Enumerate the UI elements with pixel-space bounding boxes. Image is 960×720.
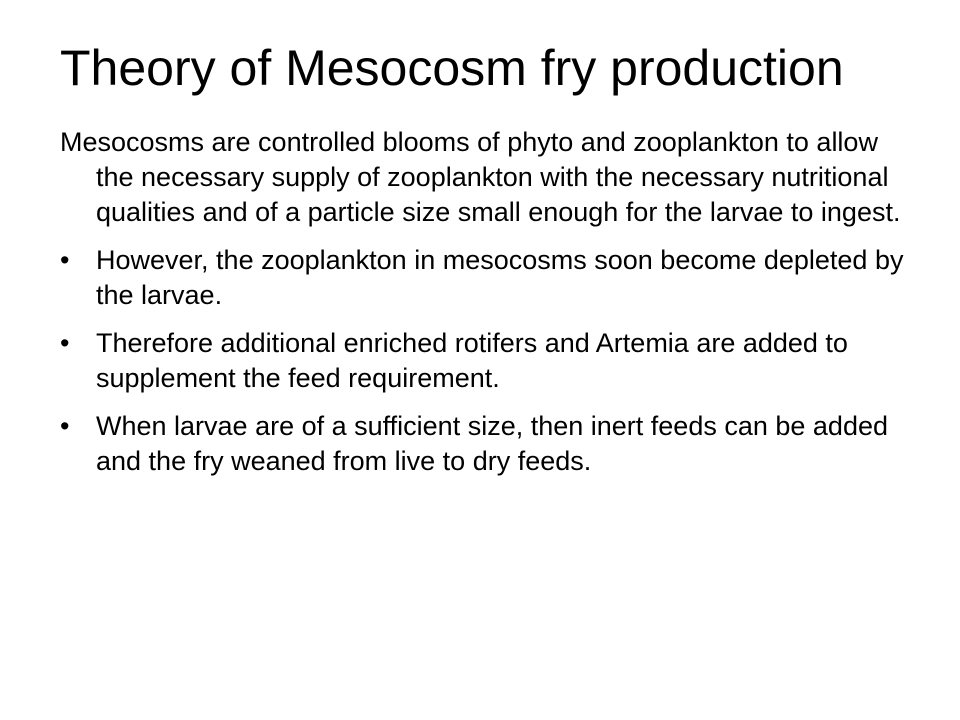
bullet-icon: • [60,328,70,358]
bullet-item-2 [60,326,910,396]
bullet-icon: • [60,411,70,441]
bullet-text-3: When larvae are of a sufficient size, then inert feeds can be added and the fry weaned from live to dry feeds. [96,411,888,476]
bullet-text-2: Therefore additional enriched rotifers and Artemia are added to supplement the feed requirement. [96,328,848,393]
bullet-item-3 [60,409,910,479]
bullet-text-1: However, the zooplankton in mesocosms soon become depleted by the larvae. [96,245,904,310]
bullet-item-1 [60,243,910,313]
bullet-icon: • [60,245,70,275]
slide-body [60,125,910,492]
intro-paragraph: Mesocosms are controlled blooms of phyto and zooplankton to allow the necessary supply of zooplankton with the necessary nutritional qualities and of a particle size small enough for the larvae to ingest. [60,127,901,227]
slide-title: Theory of Mesocosm fry production [60,40,844,96]
